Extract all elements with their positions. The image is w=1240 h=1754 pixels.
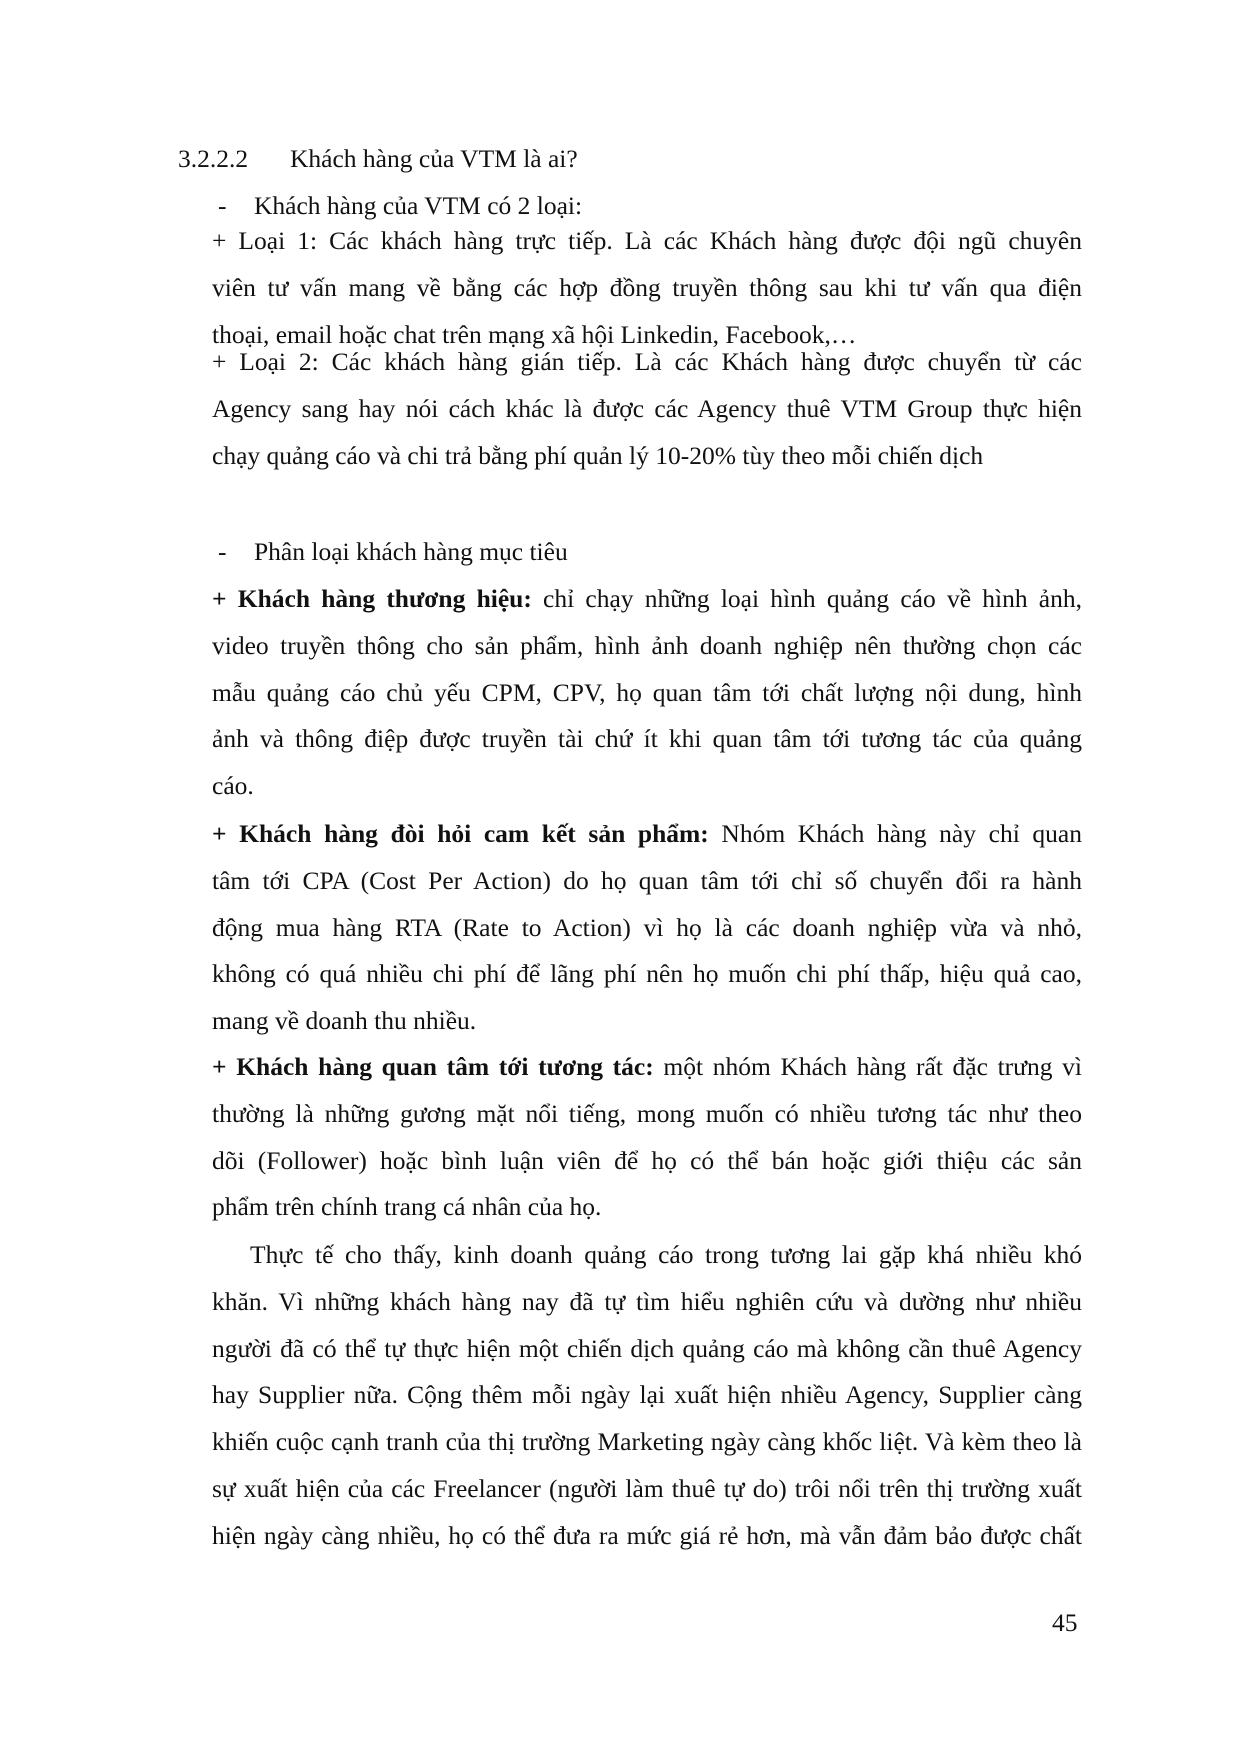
text-line: mang về doanh thu nhiều.	[212, 1006, 477, 1036]
text-line: động mua hàng RTA (Rate to Action) vì họ là các doanh nghiệp vừa và nhỏ,	[212, 912, 1082, 942]
text-line: + Loại 1: Các khách hàng trực tiếp. Là các Khách hàng được đội ngũ chuyên	[212, 226, 1082, 255]
term-label: + Khách hàng thương hiệu:	[212, 584, 532, 613]
paragraph-brand-customers	[212, 576, 1082, 810]
term-description: một nhóm Khách hàng rất đặc trưng vì	[653, 1052, 1082, 1081]
text-line: người đã có thể tự thực hiện một chiến dịch quảng cáo mà không cần thuê Agency	[212, 1333, 1082, 1363]
text-line: + Loại 2: Các khách hàng gián tiếp. Là các Khách hàng được chuyển từ các	[212, 347, 1082, 376]
paragraph-conclusion	[212, 1232, 1082, 1560]
bullet-text: Khách hàng của VTM có 2 loại:	[254, 191, 583, 220]
text-line	[212, 576, 1082, 623]
text-line: video truyền thông cho sản phẩm, hình ảnh doanh nghiệp nên thường chọn các	[212, 630, 1082, 660]
text-line: thường là những gương mặt nổi tiếng, mong muốn có nhiều tương tác như theo	[212, 1098, 1082, 1128]
text-line: sự xuất hiện của các Freelancer (người làm thuê tự do) trôi nổi trên thị trường xuất	[212, 1473, 1082, 1503]
text-line: chạy quảng cáo và chi trả bằng phí quản lý 10-20% tùy theo mỗi chiến dịch	[212, 440, 984, 470]
text-line: khiến cuộc cạnh tranh của thị trường Marketing ngày càng khốc liệt. Và kèm theo là	[212, 1427, 1082, 1457]
page-number: 45	[1052, 1608, 1078, 1637]
text-line: tâm tới CPA (Cost Per Action) do họ quan tâm tới chỉ số chuyển đổi ra hành	[212, 865, 1082, 895]
text-line: mẫu quảng cáo chủ yếu CPM, CPV, họ quan tâm tới chất lượng nội dung, hình	[212, 677, 1082, 707]
text-line: thoại, email hoặc chat trên mạng xã hội Linkedin, Facebook,…	[212, 319, 857, 349]
text-line	[212, 811, 1082, 858]
text-line: cáo.	[212, 771, 254, 801]
section-title: Khách hàng của VTM là ai?	[290, 144, 578, 173]
text-line	[212, 1044, 1082, 1091]
text-line: khăn. Vì những khách hàng nay đã tự tìm hiểu nghiên cứu và dường như nhiều	[212, 1286, 1082, 1316]
section-heading	[178, 136, 578, 183]
dash-marker: -	[218, 537, 227, 566]
paragraph-type-2	[212, 339, 1082, 479]
text-line: không có quá nhiều chi phí để lãng phí nên họ muốn chi phí thấp, hiệu quả cao,	[212, 959, 1082, 989]
section-number: 3.2.2.2	[178, 144, 249, 173]
term-label: + Khách hàng quan tâm tới tương tác:	[212, 1052, 654, 1081]
term-description: Nhóm Khách hàng này chỉ quan	[708, 819, 1082, 848]
text-line: viên tư vấn mang về bằng các hợp đồng truyền thông sau khi tư vấn qua điện	[212, 272, 1082, 302]
term-description: chỉ chạy những loại hình quảng cáo về hình ảnh,	[531, 584, 1082, 613]
term-label: + Khách hàng đòi hỏi cam kết sản phẩm:	[212, 819, 709, 848]
text-line: hiện ngày càng nhiều, họ có thể đưa ra mức giá rẻ hơn, mà vẫn đảm bảo được chất	[212, 1520, 1082, 1550]
dash-marker: -	[218, 191, 227, 220]
paragraph-type-1	[212, 218, 1082, 358]
bullet-text: Phân loại khách hàng mục tiêu	[254, 537, 568, 566]
text-line: dõi (Follower) hoặc bình luận viên để họ có thể bán hoặc giới thiệu các sản	[212, 1145, 1082, 1175]
text-line: ảnh và thông điệp được truyền tài chứ ít khi quan tâm tới tương tác của quảng	[212, 724, 1082, 754]
text-line: Agency sang hay nói cách khác là được các Agency thuê VTM Group thực hiện	[212, 393, 1082, 423]
text-line: Thực tế cho thấy, kinh doanh quảng cáo trong tương lai gặp khá nhiều khó	[250, 1240, 1082, 1269]
text-line: hay Supplier nữa. Cộng thêm mỗi ngày lại xuất hiện nhiều Agency, Supplier càng	[212, 1380, 1082, 1410]
paragraph-engagement-customers	[212, 1044, 1082, 1231]
text-line: phẩm trên chính trang cá nhân của họ.	[212, 1192, 602, 1222]
bullet-target-classification	[218, 529, 568, 576]
paragraph-commitment-customers	[212, 811, 1082, 1045]
